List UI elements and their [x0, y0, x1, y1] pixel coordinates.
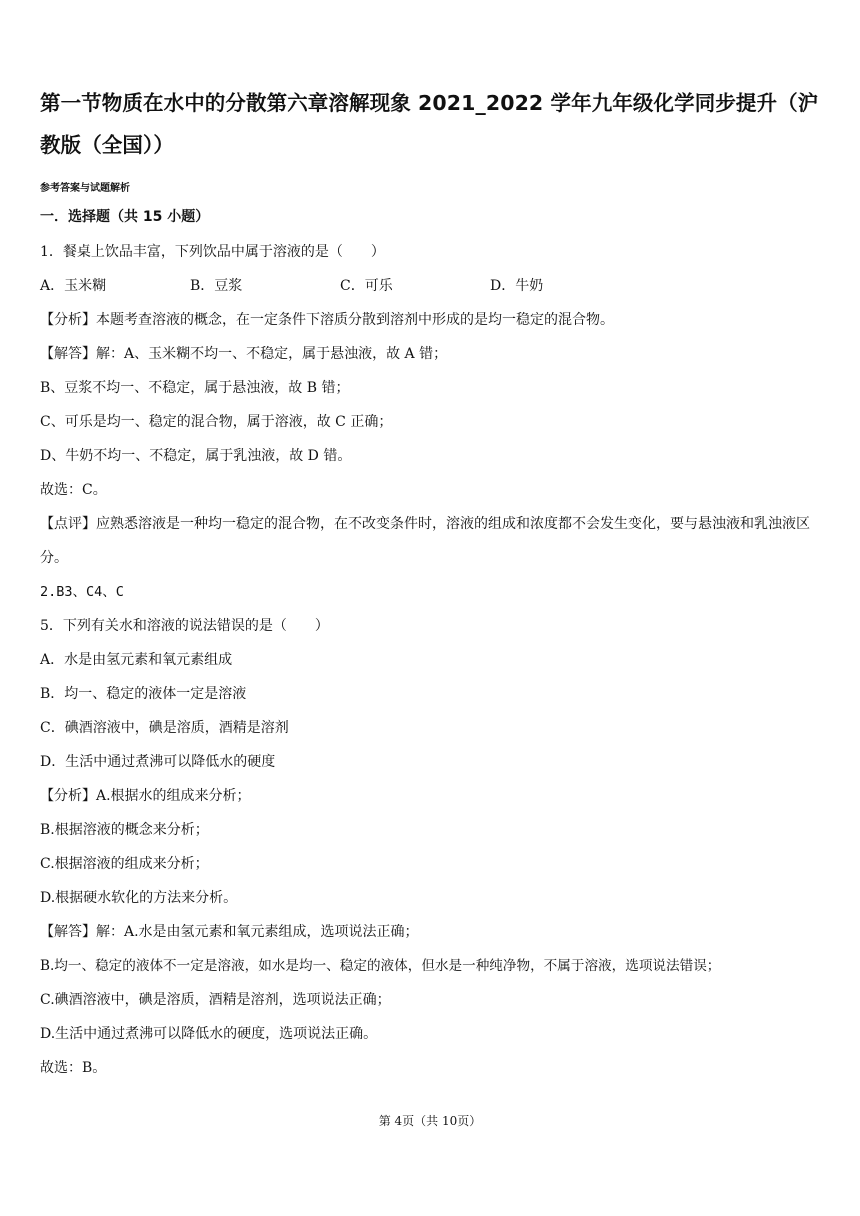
- question-1-options: [40, 274, 830, 308]
- option-b: B．均一、稳定的液体一定是溶液: [40, 686, 247, 702]
- question-5-answer-line: 故选：B。: [40, 1060, 107, 1076]
- option-d: D．生活中通过煮沸可以降低水的硬度: [40, 754, 276, 770]
- question-5-analysis-line: C.根据溶液的组成来分析；: [40, 856, 209, 872]
- question-5-answer-line: 【解答】解：A.水是由氢元素和氧元素组成，选项说法正确；: [40, 924, 419, 940]
- page-footer: 第 4页（共 10页）: [378, 1114, 482, 1128]
- question-1-answer-line: 故选：C。: [40, 482, 107, 498]
- section-heading: 一．选择题（共 15 小题）: [40, 209, 210, 225]
- question-5-analysis-line: B.根据溶液的概念来分析；: [40, 822, 209, 838]
- question-1-answer-line: C、可乐是均一、稳定的混合物，属于溶液，故 C 正确；: [40, 414, 393, 430]
- question-5-answer-line: D.生活中通过煮沸可以降低水的硬度，选项说法正确。: [40, 1026, 378, 1042]
- question-1-analysis: 【分析】本题考查溶液的概念，在一定条件下溶质分散到溶剂中形成的是均一稳定的混合物。: [40, 312, 614, 328]
- option-a: A．水是由氢元素和氧元素组成: [40, 652, 233, 668]
- option-c: C．可乐: [340, 278, 393, 294]
- document-body: [40, 240, 830, 1090]
- option-d: D．牛奶: [490, 278, 544, 294]
- question-1-stem: 1．餐桌上饮品丰富，下列饮品中属于溶液的是（ ）: [40, 244, 385, 260]
- question-1-answer-line: D、牛奶不均一、不稳定，属于乳浊液，故 D 错。: [40, 448, 352, 464]
- option-b: B．豆浆: [190, 278, 243, 294]
- question-1-answer-line: 【解答】解：A、玉米糊不均一、不稳定，属于悬浊液，故 A 错；: [40, 346, 448, 362]
- question-5-analysis-line: D.根据硬水软化的方法来分析。: [40, 890, 238, 906]
- question-5-stem: 5．下列有关水和溶液的说法错误的是（ ）: [40, 618, 329, 634]
- option-a: A．玉米糊: [40, 278, 107, 294]
- question-5-answer-line: B.均一、稳定的液体不一定是溶液，如水是均一、稳定的液体，但水是一种纯净物，不属于溶液，选项说法错误；: [40, 958, 721, 974]
- questions-2-4-answers: 2.B3、C4、C: [40, 584, 124, 600]
- document-title: 第一节物质在水中的分散第六章溶解现象 2021_2022 学年九年级化学同步提升（沪教版（全国））: [40, 91, 819, 157]
- question-5-analysis-line: 【分析】A.根据水的组成来分析；: [40, 788, 251, 804]
- option-c: C．碘酒溶液中，碘是溶质，酒精是溶剂: [40, 720, 289, 736]
- question-5-answer-line: C.碘酒溶液中，碘是溶质，酒精是溶剂，选项说法正确；: [40, 992, 391, 1008]
- question-1-answer-line: B、豆浆不均一、不稳定，属于悬浊液，故 B 错；: [40, 380, 350, 396]
- document-subtitle: 参考答案与试题解析: [40, 183, 130, 194]
- question-1-comment: 【点评】应熟悉溶液是一种均一稳定的混合物，在不改变条件时，溶液的组成和浓度都不会发生变化，要与悬浊液和乳浊液区分。: [40, 516, 810, 566]
